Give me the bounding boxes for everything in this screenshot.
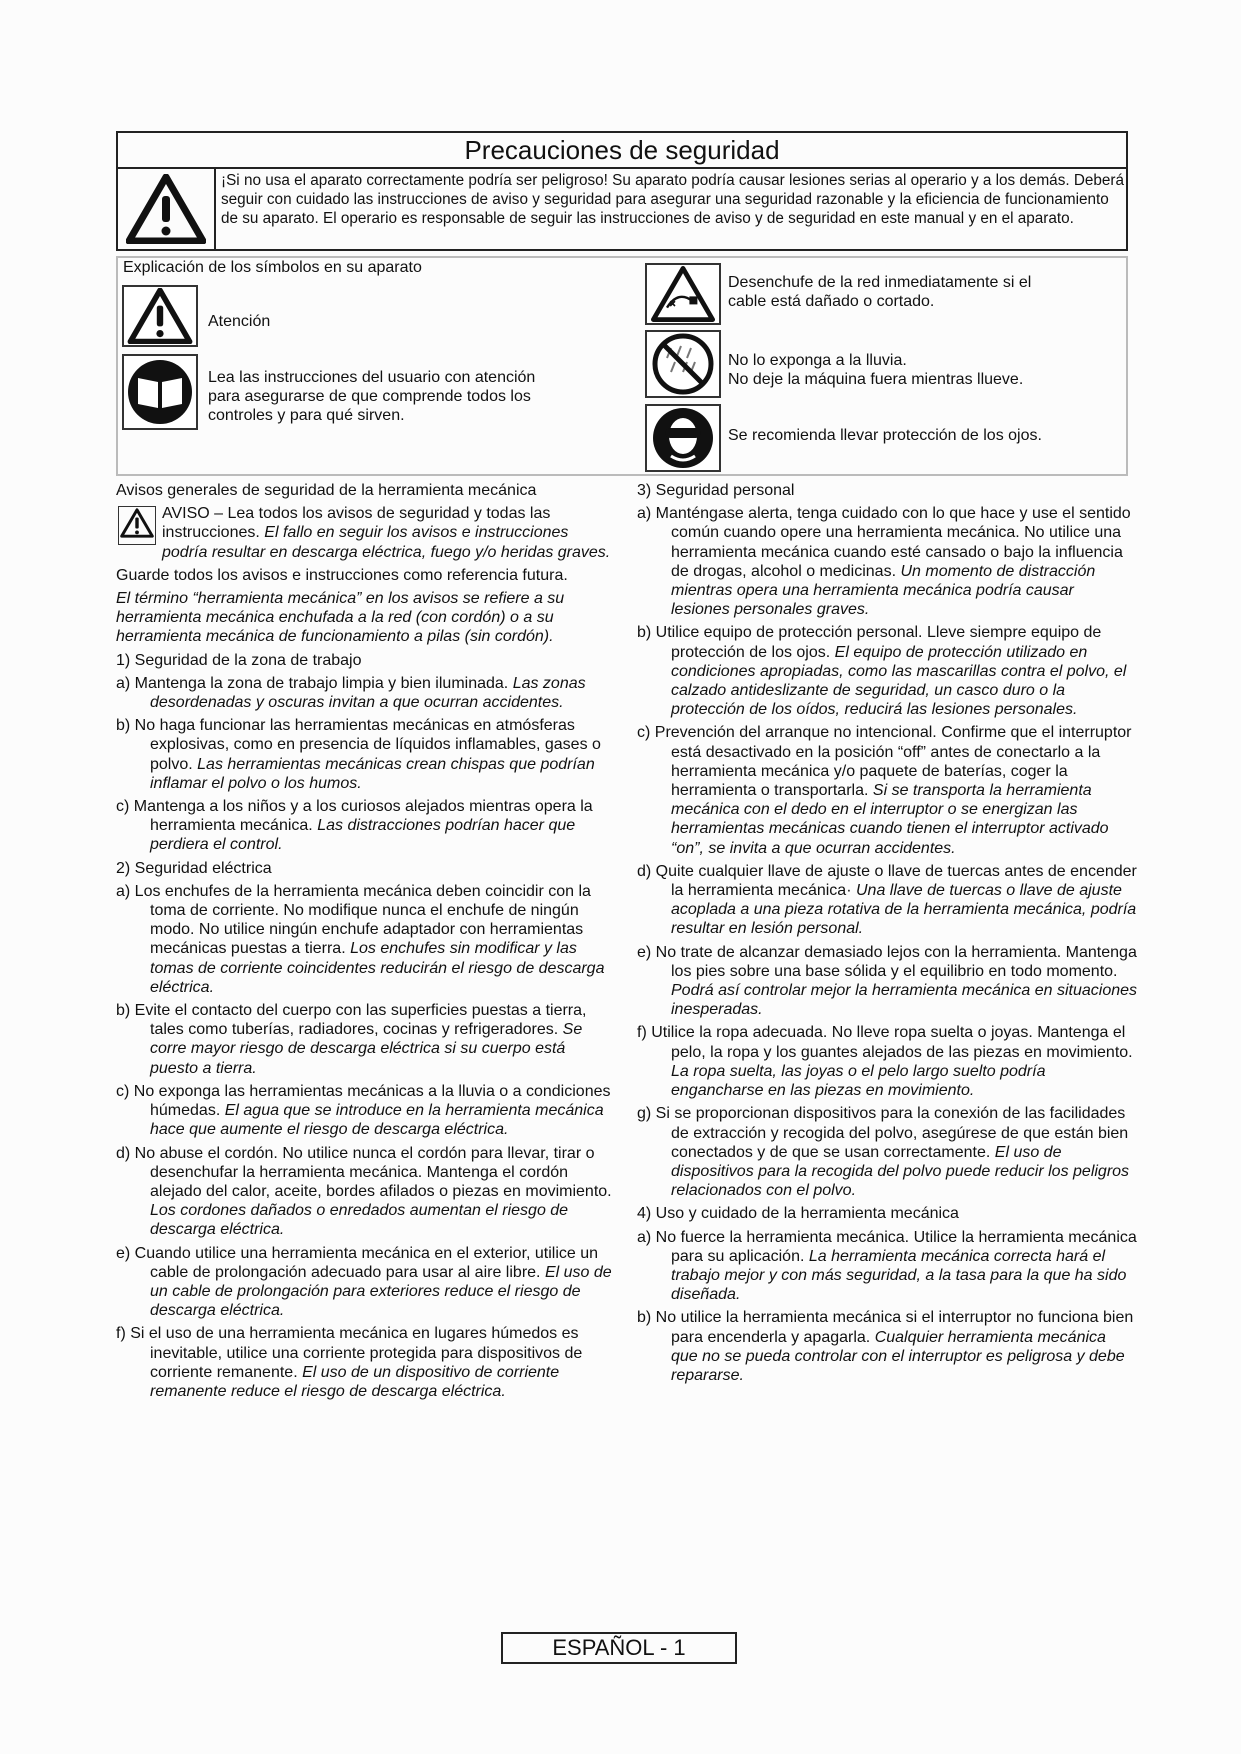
item-4a-note: La herramienta mecánica correcta hará el trabajo mejor y con más seguridad, a la tasa para la que ha sido diseñada. — [671, 1247, 1127, 1304]
right-column — [637, 481, 1137, 1389]
item-4b-text: b) No utilice la herramienta mecánica si el interruptor no funciona bien para encenderla y apagarla. — [637, 1309, 1134, 1346]
item-3g — [637, 1104, 1137, 1200]
item-3c — [637, 723, 1137, 857]
item-4a — [637, 1228, 1137, 1305]
item-2f — [116, 1324, 616, 1401]
read-manual-icon — [122, 354, 198, 430]
item-3e-note: Podrá así controlar mejor la herramienta mecánica en situaciones inesperadas. — [671, 982, 1138, 1019]
section-4-heading: 4) Uso y cuidado de la herramienta mecánica — [637, 1205, 959, 1223]
item-3b — [637, 623, 1137, 719]
item-2b-text: b) Evite el contacto del cuerpo con las superficies puestas a tierra, tales como tuberías, radiadores, cocinas y refrigeradores. — [116, 1002, 587, 1039]
no-rain-icon — [645, 330, 721, 398]
item-3a — [637, 504, 1137, 619]
page-footer: ESPAÑOL - 1 — [501, 1632, 737, 1664]
intro-warning-text: ¡Si no usa el aparato correctamente podría ser peligroso! Su aparato podría causar lesiones serias al operario y a los demás. Deberá seguir con cuidado las instrucciones de aviso y seguridad para asegurar una seguridad razonable y la eficiencia de funcionamiento de su aparato. El operario es responsable de seguir las instrucciones de aviso y de seguridad en este manual y en el aparato. — [221, 172, 1125, 227]
item-3b-note: El equipo de protección utilizado en condiciones apropiadas, como las mascarillas contra el polvo, el calzado antideslizante de seguridad, un casco duro o la protección de los oídos, reducirá las lesiones personales. — [671, 643, 1127, 719]
item-2c — [116, 1082, 616, 1140]
item-1b — [116, 716, 616, 793]
symbols-explanation — [116, 256, 1128, 476]
no-rain-label: No lo exponga a la lluvia. No deje la máquina fuera mientras llueve. — [728, 352, 1024, 388]
item-2e-text: e) Cuando utilice una herramienta mecánica en el exterior, utilice un cable de prolongación adecuado para usar al aire libre. — [116, 1244, 599, 1281]
item-4b-note: Cualquier herramienta mecánica que no se pueda controlar con el interruptor es peligrosa y debe repararse. — [671, 1328, 1125, 1384]
item-2b-note: Se corre mayor riesgo de descarga eléctrica si su cuerpo está puesto a tierra. — [150, 1021, 583, 1077]
unplug-icon — [645, 263, 721, 325]
item-2b — [116, 1001, 616, 1078]
aviso-text — [162, 504, 616, 562]
item-1c-text: c) Mantenga a los niños y a los curiosos alejados mientras opera la herramienta mecánica. — [116, 798, 593, 835]
item-3f-note: La ropa suelta, las joyas o el pelo largo suelto podría engancharse en las piezas en movimiento. — [671, 1062, 1046, 1100]
page-title: Precauciones de seguridad — [116, 131, 1128, 169]
item-3a-text: a) Manténgase alerta, tenga cuidado con lo que hace y use el sentido común cuando opere una herramienta mecánica. No utilice una herramienta mecánica cuando esté cansado o bajo la influencia de drogas, alcohol o medicinas. — [637, 505, 1131, 580]
item-1c — [116, 797, 616, 855]
section-1-heading: 1) Seguridad de la zona de trabajo — [116, 651, 362, 669]
item-2e — [116, 1244, 616, 1321]
item-3b-text: b) Utilice equipo de protección personal. Lleve siempre equipo de protección de los ojos. — [637, 624, 1102, 661]
item-1b-note: Las herramientas mecánicas crean chispas que podrían inflamar el polvo o los humos. — [150, 755, 595, 792]
aviso-warning-icon — [118, 506, 156, 545]
eye-protection-label: Se recomienda llevar protección de los ojos. — [728, 427, 1042, 444]
section-2-heading: 2) Seguridad eléctrica — [116, 859, 272, 877]
item-1b-text: b) No haga funcionar las herramientas mecánicas en atmósferas explosivas, como en presencia de líquidos inflamables, gases o polvo. — [116, 717, 601, 773]
item-3c-text: c) Prevención del arranque no intencional. Confirme que el interruptor está desactivado en la posición “off” antes de conectarlo a la herramienta mecánica y/o paquete de baterías, coger la herramienta o transportarla. — [637, 724, 1132, 800]
general-warnings-heading: Avisos generales de seguridad de la herramienta mecánica — [116, 482, 537, 499]
warning-triangle-icon — [118, 169, 216, 249]
symbols-heading: Explicación de los símbolos en su aparato — [123, 259, 422, 276]
item-2f-note: El uso de un dispositivo de corriente remanente reduce el riesgo de descarga eléctrica. — [150, 1363, 560, 1400]
read-manual-label: Lea las instrucciones del usuario con atención para asegurarse de que comprende todos los controles y para qué sirven. — [208, 369, 536, 424]
item-1a-note: Las zonas desordenadas y oscuras invitan a que ocurran accidentes. — [150, 674, 586, 712]
aviso-italic: El fallo en seguir los avisos e instrucciones podría resultar en descarga eléctrica, fuego y/o heridas graves. — [162, 524, 611, 561]
item-3a-note: Un momento de distracción mientras opera una herramienta mecánica podría causar lesiones personales graves. — [671, 562, 1096, 619]
item-2a-note: Los enchufes sin modificar y las tomas de corriente coincidentes reducirán el riesgo de descarga eléctrica. — [150, 940, 605, 996]
item-2d — [116, 1144, 616, 1240]
eye-protection-icon — [645, 404, 721, 472]
aviso-bold: AVISO – Lea todos los avisos de seguridad y todas las instrucciones. — [162, 505, 551, 542]
unplug-label: Desenchufe de la red inmediatamente si el cable está dañado o cortado. — [728, 274, 1032, 310]
aviso-block — [116, 504, 616, 562]
section-3-heading: 3) Seguridad personal — [637, 482, 795, 499]
item-3g-text: g) Si se proporcionan dispositivos para la conexión de las facilidades de extracción y recogida del polvo, asegúrese de que están bien conectados y de que se usan correctamente. — [637, 1105, 1129, 1161]
item-2f-text: f) Si el uso de una herramienta mecánica en lugares húmedos es inevitable, utilice una corriente protegida para dispositivos de corriente remanente. — [116, 1325, 583, 1381]
item-4a-text: a) No fuerce la herramienta mecánica. Utilice la herramienta mecánica para su aplicación. — [637, 1228, 1137, 1265]
item-3c-note: Si se transporta la herramienta mecánica con el dedo en el interruptor o se energizan las herramientas mecánicas cuando tienen el interruptor activado “on”, se invita a que ocurran accidentes. — [671, 782, 1109, 857]
item-2a-text: a) Los enchufes de la herramienta mecánica deben coincidir con la toma de corriente. No modifique nunca el enchufe de ningún modo. No utilice ningún enchufe adaptador con herramientas mecánicas puestas a tierra. — [116, 882, 591, 958]
item-2e-note: El uso de un cable de prolongación para exteriores reduce el riesgo de descarga eléctrica. — [150, 1263, 612, 1320]
item-3e — [637, 943, 1137, 1020]
attention-icon — [122, 285, 198, 347]
item-3g-note: El uso de dispositivos para la recogida del polvo puede reducir los peligros relacionados con el polvo. — [671, 1143, 1130, 1200]
item-2c-note: El agua que se introduce en la herramienta mecánica hace que aumente el riesgo de descarga eléctrica. — [150, 1102, 604, 1139]
item-3e-text: e) No trate de alcanzar demasiado lejos con la herramienta. Mantenga los pies sobre una base sólida y el equilibrio en todo momento. — [637, 943, 1137, 980]
left-column — [116, 481, 616, 1405]
attention-label: Atención — [208, 313, 271, 330]
item-4b — [637, 1308, 1137, 1385]
item-3f-text: f) Utilice la ropa adecuada. No lleve ropa suelta o joyas. Mantenga el pelo, la ropa y los guantes alejados de las piezas en movimiento. — [637, 1024, 1133, 1061]
guarde-text: Guarde todos los avisos e instrucciones como referencia futura. — [116, 566, 568, 584]
intro-warning-box — [116, 169, 1128, 251]
item-1c-note: Las distracciones podrían hacer que perdiera el control. — [150, 817, 576, 854]
item-3f — [637, 1023, 1137, 1100]
item-1a-text: a) Mantenga la zona de trabajo limpia y bien iluminada. — [116, 674, 509, 692]
item-2d-text: d) No abuse el cordón. No utilice nunca el cordón para llevar, tirar o desenchufar la herramienta mecánica. Mantenga el cordón alejado del calor, aceite, bordes afilados o piezas en movimiento. — [116, 1144, 612, 1200]
item-1a — [116, 674, 616, 712]
item-2a — [116, 882, 616, 997]
item-3d-note: Una llave de tuercas o llave de ajuste acoplada a una pieza rotativa de la herramienta mecánica, podría resultar en lesión personal. — [671, 882, 1137, 938]
item-2d-note: Los cordones dañados o enredados aumentan el riesgo de descarga eléctrica. — [150, 1202, 569, 1239]
item-3d-text: d) Quite cualquier llave de ajuste o llave de tuercas antes de encender la herramienta mecánica· — [637, 862, 1137, 900]
termino-text: El término “herramienta mecánica” en los avisos se refiere a su herramienta mecánica enchufada a la red (con cordón) o a su herramienta mecánica de funcionamiento a pilas (sin cordón). — [116, 590, 565, 646]
item-2c-text: c) No exponga las herramientas mecánicas a la lluvia o a condiciones húmedas. — [116, 1082, 611, 1120]
item-3d — [637, 862, 1137, 939]
